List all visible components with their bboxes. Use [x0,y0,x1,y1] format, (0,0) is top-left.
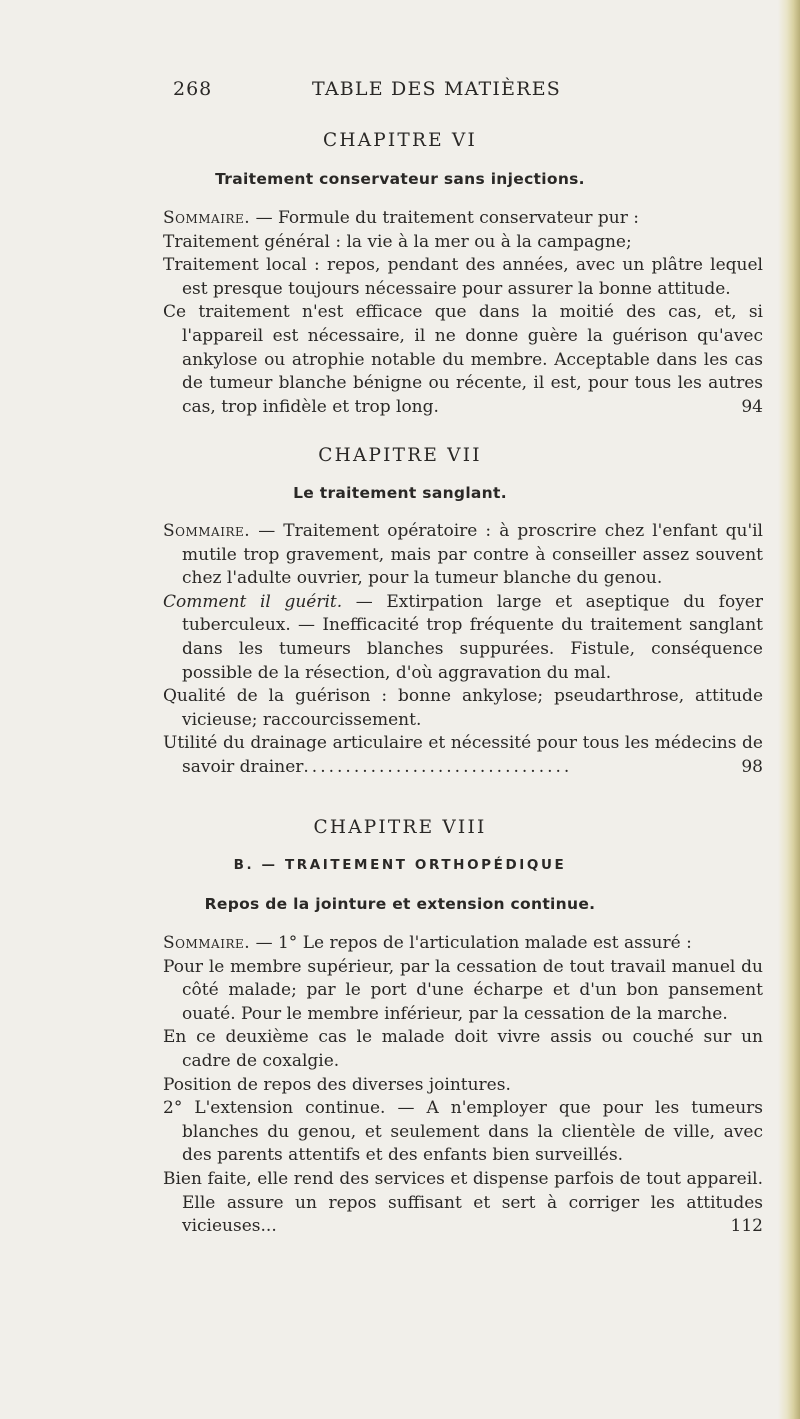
chapter-8-title: Repos de la jointure et extension continue. [204,895,596,913]
chapter-6-heading: CHAPITRE VI [323,130,477,151]
summary-paragraph: Ce traitement n'est efficace que dans la moitié des cas, et, si l'appareil est nécessaire, il ne donne guère la guérison qu'avec ankylose ou atrophie notable du membre. Acceptable dans les cas de tumeur blanche bénigne ou récente, il est, pour tous les autres cas, trop infidèle et trop long. 94 [163,301,763,419]
chapter-8-summary [163,932,763,1239]
page-edge-shadow [778,0,800,1419]
sommaire-label: Sommaire. [163,208,251,228]
page-header [0,78,800,108]
summary-paragraph: Comment il guérit. — Extirpation large et aseptique du foyer tuberculeux. — Inefficacité trop fréquente du traitement sanglant dans les tumeurs blanches suppurées. Fistule, conséquence possible de la résection, d'où aggravation du mal. [163,591,763,683]
chapter-7-summary [163,520,763,780]
sommaire-label: Sommaire. [163,933,251,953]
summary-paragraph: Sommaire. — 1° Le repos de l'articulation malade est assuré : [163,933,692,953]
summary-paragraph: Utilité du drainage articulaire et nécessité pour tous les médecins de savoir drainer................................ 98 [163,732,763,779]
dot-leader: ................................ [303,756,573,777]
chapter-7-heading: CHAPITRE VII [318,445,482,466]
summary-paragraph: Sommaire. — Formule du traitement conservateur pur : [163,208,640,228]
running-title: TABLE DES MATIÈRES [312,78,561,100]
summary-paragraph: Traitement général : la vie à la mer ou à la campagne; [163,231,632,252]
summary-paragraph: Position de repos des diverses jointures. [163,1074,511,1095]
chapter-6-summary [163,207,763,419]
sommaire-label: Sommaire. [163,521,251,541]
summary-paragraph: Qualité de la guérison : bonne ankylose; pseudarthrose, attitude vicieuse; raccourcissement. [163,686,763,730]
page-number: 268 [173,78,213,100]
summary-paragraph: Pour le membre supérieur, par la cessation de tout travail manuel du côté malade; par le port d'une écharpe et d'un bon pansement ouaté. Pour le membre inférieur, par la cessation de la marche. [163,956,763,1024]
page-reference: 94 [741,396,763,417]
summary-paragraph: Traitement local : repos, pendant des années, avec un plâtre lequel est presque toujours nécessaire pour assurer la bonne attitude. [163,255,763,299]
section-heading: B. — TRAITEMENT ORTHOPÉDIQUE [233,857,567,873]
summary-paragraph: Sommaire. — Traitement opératoire : à proscrire chez l'enfant qu'il mutile trop gravement, mais par contre à conseiller assez souvent chez l'adulte ouvrier, pour la tumeur blanche du genou. [163,521,763,589]
summary-paragraph: En ce deuxième cas le malade doit vivre assis ou couché sur un cadre de coxalgie. [163,1027,763,1071]
page-reference: 112 [730,1216,763,1237]
chapter-6-title: Traitement conservateur sans injections. [215,170,585,188]
page-reference: 98 [741,756,763,777]
summary-paragraph: Bien faite, elle rend des services et dispense parfois de tout appareil. Elle assure un repos suffisant et sert à corriger les attitudes vicieuses... 112 [163,1168,763,1239]
summary-paragraph: 2° L'extension continue. — A n'employer que pour les tumeurs blanches du genou, et seulement dans la clientèle de ville, avec des parents attentifs et des enfants bien surveillés. [163,1098,763,1166]
chapter-7-title: Le traitement sanglant. [293,484,507,502]
chapter-8-heading: CHAPITRE VIII [313,817,487,838]
